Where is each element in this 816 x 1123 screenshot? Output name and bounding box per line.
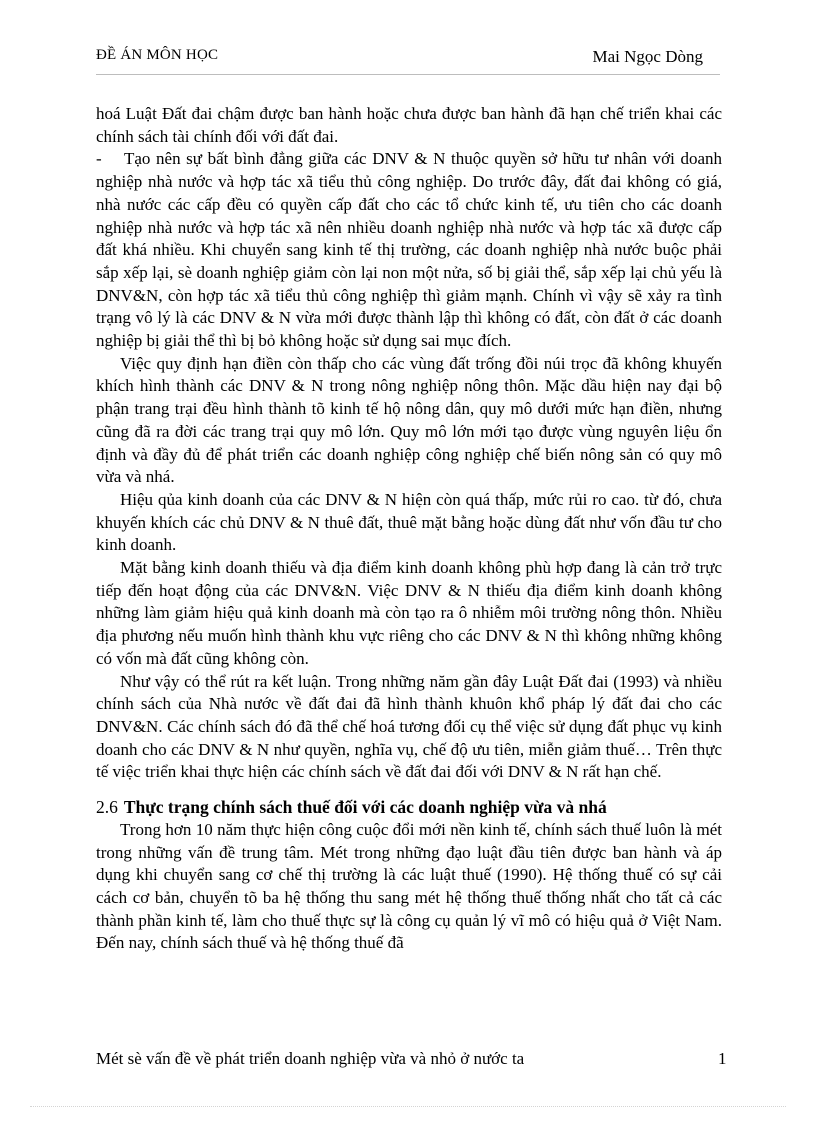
page-bottom-border [30, 1106, 786, 1107]
document-body [96, 103, 722, 955]
paragraph-7: Trong hơn 10 năm thực hiện công cuộc đổi mới nền kinh tế, chính sách thuế luôn là mét trong những vấn đề trung tâm. Mét trong những đạo luật đầu tiên được ban hành và áp dụng khi chuyển sang cơ chế thị trường là các luật thuế (1990). Hệ thống thuế có sự cải cách cơ bản, chuyển tõ ba hệ thống thu sang mét hệ thống thuế thống nhất cho tất cả các thành phần kinh tế, làm cho thuế thực sự là công cụ quản lý vĩ mô có hiệu quả ở Việt Nam. Đến nay, chính sách thuế và hệ thống thuế đã [96, 819, 722, 953]
footer-title: Mét sè vấn đề về phát triển doanh nghiệp vừa và nhỏ ở nước ta [96, 1049, 525, 1068]
list-item-dash [96, 148, 722, 352]
paragraph-5: Mặt bằng kinh doanh thiếu và địa điểm kinh doanh không phù hợp đang là cản trở trực tiếp đến hoạt động của các DNV&N. Việc DNV & N thiếu địa điểm kinh doanh không những làm giảm hiệu quả kinh doanh mà còn tạo ra ô nhiễm môi trường nông thôn. Nhiều địa phương nếu muốn hình thành khu vực riêng cho các DNV & N thì không những không có vốn mà đất cũng không còn. [96, 558, 722, 668]
header-course-title: ĐỀ ÁN MÔN HỌC [96, 47, 219, 63]
section-title: Thực trạng chính sách thuế đối với các doanh nghiệp vừa và nhá [123, 797, 607, 818]
paragraph-2: Tạo nên sự bất bình đẳng giữa các DNV & N thuộc quyền sở hữu tư nhân với doanh nghiệp nhà nước và hợp tác xã tiểu thủ công nghiệp. Do trước đây, đất đai không có giá, nhà nước các cấp đều có quyền cấp đất cho các tổ chức kinh tế, ưu tiên cho các doanh nghiệp nhà nước và hợp tác xã nên nhiều doanh nghiệp nhà nước và hợp tác xã được cấp đất khá nhiều. Khi chuyển sang kinh tế thị trường, các doanh nghiệp nhà nước buộc phải sắp xếp lại, sè doanh nghiệp giảm còn lại non một nửa, số bị giải thể, sắp xếp lại chủ yếu là DNV&N, còn hợp tác xã tiểu thủ công nghiệp thì giảm mạnh. Chính vì vậy sẽ xảy ra tình trạng vô lý là các DNV & N vừa mới được thành lập thì không có đất, còn đất ở các doanh nghiệp bị giải thể thì bị bỏ không hoặc sử dụng sai mục đích. [96, 149, 722, 351]
paragraph-4: Hiệu qủa kinh doanh của các DNV & N hiện còn quá thấp, mức rủi ro cao. từ đó, chưa khuyến khích các chủ DNV & N thuê đất, thuê mặt bằng hoặc dùng đất như vốn đầu tư cho kinh doanh. [96, 489, 722, 555]
section-heading [96, 796, 722, 819]
paragraph-6: Như vậy có thể rút ra kết luận. Trong những năm gần đây Luật Đất đai (1993) và nhiều chính sách của Nhà nước về đất đai đã hình thành khuôn khổ pháp lý đất đai cho các DNV&N. Các chính sách đó đã thể chế hoá tương đối cụ thể việc sử dụng đất phục vụ kinh doanh cho các DNV & N như quyền, nghĩa vụ, chế độ ưu tiên, miễn giảm thuế… Trên thực tế việc triển khai thực hiện các chính sách về đất đai đối với DNV & N rất hạn chế. [96, 671, 722, 782]
section-number: 2.6 [96, 797, 118, 818]
header-author: Mai Ngọc Dòng [592, 47, 703, 66]
paragraph-1: hoá Luật Đất đai chậm được ban hành hoặc chưa được ban hành đã hạn chế triển khai các chính sách tài chính đối với đất đai. [96, 104, 722, 146]
header-divider [96, 74, 720, 75]
paragraph-3: Việc quy định hạn điền còn thấp cho các vùng đất trống đồi núi trọc đã không khuyến khích hình thành các DNV & N trong nông nghiệp nông thôn. Mặc dầu hiện nay đại bộ phận trang trại đều hình thành tõ kinh tế hộ nông dân, quy mô dưới mức hạn điền, nhưng cũng đã ra đời các trang trại quy mô lớn. Quy mô lớn mới tạo được vùng nguyên liệu ổn định và đầy đủ để phát triển các doanh nghiệp công nghiệp chế biến nông sản có quy mô vừa và nhá. [96, 353, 722, 487]
page-number: 1 [718, 1049, 727, 1068]
dash-bullet: - [96, 149, 102, 169]
